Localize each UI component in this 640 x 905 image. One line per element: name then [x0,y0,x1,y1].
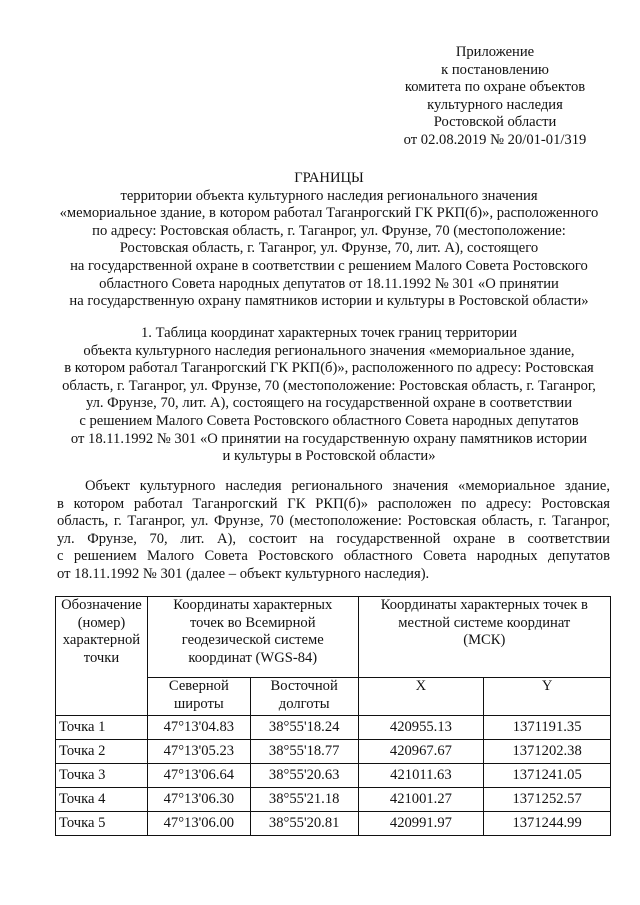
appendix-line: Ростовской области [433,114,557,131]
north-value: 47°13'05.23 [147,740,250,764]
appendix-date-number: от 02.08.2019 № 20/01-01/319 [403,131,587,148]
header-y: Y [484,678,611,716]
body-paragraph [57,478,610,584]
y-value: 1371241.05 [484,764,611,788]
header-north-latitude: Северной широты [147,678,250,716]
title-line: территории объекта культурного наследия регионального значения [120,187,538,204]
table-row [56,716,611,740]
section-line: и культуры в Ростовской области» [222,448,436,465]
x-value: 420955.13 [358,716,484,740]
appendix-line: к постановлению [441,61,549,78]
title-line: Ростовская область, г. Таганрог, ул. Фрунзе, 70, лит. А), состоящего [119,240,539,257]
north-value: 47°13'04.83 [147,716,250,740]
section-heading [48,325,610,466]
paragraph-line: ул. Фрунзе, 70, лит. А), состоит на государственной охране в соответствии [57,530,610,547]
header-east-longitude: Восточной долготы [250,678,358,716]
header-designation: Обозначение (номер) характерной точки [56,597,148,716]
east-value: 38°55'18.24 [250,716,358,740]
paragraph-line: от 18.11.1992 № 301 (далее – объект культурного наследия). [57,565,430,582]
title-line: на государственной охране в соответствии с решением Малого Совета Ростовского [70,257,588,274]
section-line: объекта культурного наследия регионального значения «мемориальное здание, [83,342,575,359]
east-value: 38°55'20.81 [250,812,358,836]
appendix-line: культурного наследия [427,96,563,113]
table-row [56,788,611,812]
paragraph-line: в котором работал Таганрогский ГК РКП(б)» расположен по адресу: Ростовская [57,495,610,512]
x-value: 420991.97 [358,812,484,836]
x-value: 421011.63 [358,764,484,788]
east-value: 38°55'21.18 [250,788,358,812]
title-line: «мемориальное здание, в котором работал Таганрогский ГК РКП(б)», расположенного [59,205,599,222]
y-value: 1371202.38 [484,740,611,764]
section-line: область, г. Таганрог, ул. Фрунзе, 70 (местоположение: Ростовская область, г. Таганрог, [62,377,596,394]
point-label: Точка 2 [56,740,148,764]
section-line: от 18.11.1992 № 301 «О принятии на государственную охрану памятников истории [70,430,588,447]
appendix-header [380,44,610,150]
title-heading: ГРАНИЦЫ [294,170,364,186]
header-wgs84: Координаты характерных точек во Всемирной геодезической системе координат (WGS-84) [147,597,358,678]
east-value: 38°55'20.63 [250,764,358,788]
paragraph-line: с решением Малого Совета Ростовского областного Совета народных депутатов [57,548,610,565]
point-label: Точка 4 [56,788,148,812]
point-label: Точка 3 [56,764,148,788]
coordinates-table [55,596,611,836]
x-value: 421001.27 [358,788,484,812]
section-line: 1. Таблица координат характерных точек границ территории [140,325,518,341]
point-label: Точка 1 [56,716,148,740]
appendix-line: Приложение [455,44,535,60]
north-value: 47°13'06.00 [147,812,250,836]
table-row [56,740,611,764]
y-value: 1371191.35 [484,716,611,740]
header-x: X [358,678,484,716]
section-line: в котором работал Таганрогский ГК РКП(б)», расположенного по адресу: Ростовская [64,360,594,377]
title-line: по адресу: Ростовская область, г. Таганрог, ул. Фрунзе, 70 (местоположение: [92,222,566,239]
x-value: 420967.67 [358,740,484,764]
north-value: 47°13'06.64 [147,764,250,788]
north-value: 47°13'06.30 [147,788,250,812]
section-line: ул. Фрунзе, 70, лит. А), состоящего на государственной охране в соответствии [85,395,573,412]
title-line: областного Совета народных депутатов от 18.11.1992 № 301 «О принятии [99,275,559,292]
title-line: на государственную охрану памятников истории и культуры в Ростовской области» [69,293,589,310]
document-title [48,170,610,311]
table-row [56,812,611,836]
header-msk: Координаты характерных точек в местной системе координат (МСК) [358,597,610,678]
paragraph-line: область, г. Таганрог, ул. Фрунзе, 70 (местоположение: Ростовская область, г. Таганрог, [57,513,610,530]
table-row [56,764,611,788]
point-label: Точка 5 [56,812,148,836]
section-line: с решением Малого Совета Ростовского областного Совета народных депутатов [79,412,579,429]
east-value: 38°55'18.77 [250,740,358,764]
y-value: 1371244.99 [484,812,611,836]
paragraph-line: Объект культурного наследия регионального значения «мемориальное здание, [85,478,610,494]
y-value: 1371252.57 [484,788,611,812]
appendix-line: комитета по охране объектов [404,79,586,96]
